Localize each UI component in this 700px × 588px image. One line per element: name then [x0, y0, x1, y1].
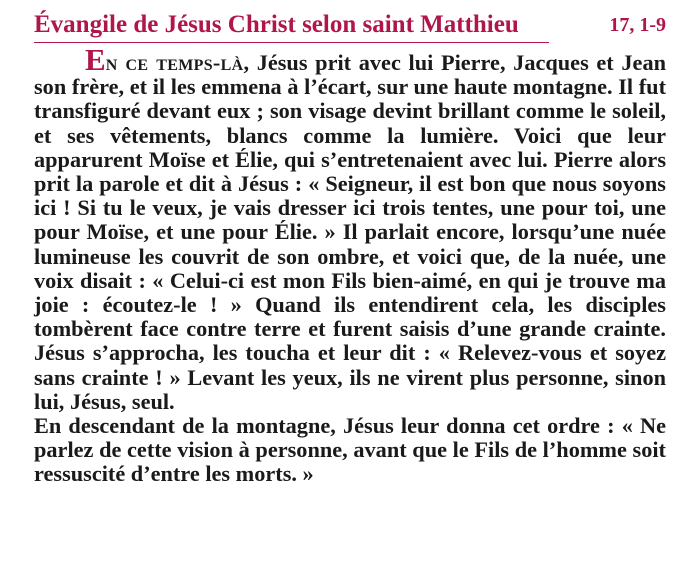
- gospel-title: Évangile de Jésus Christ selon saint Matthieu: [34, 11, 519, 38]
- page-header: [34, 8, 666, 44]
- paragraph-1-text: , Jésus prit avec lui Pierre, Jacques et Jean son frère, et il les emmena à l’écart, sur une haute montagne. Il fut transfiguré devant eux ; son visage devint brillant comme le soleil, et ses vêtements, blancs comme la lumière. Voici que leur apparurent Moïse et Élie, qui s’entretenaient avec lui. Pierre alors prit la parole et dit à Jésus : « Seigneur, il est bon que nous soyons ici ! Si tu le veux, je vais dresser ici trois tentes, une pour toi, une pour Moïse, et une pour Élie. » Il parlait encore, lorsqu’une nuée lumineuse les couvrit de son ombre, et voici que, de la nuée, une voix disait : « Celui-ci est mon Fils bien-aimé, en qui je trouve ma joie : écoutez-le ! » Quand ils entendirent cela, les disciples tombèrent face contre terre et furent saisis d’une grande crainte. Jésus s’approcha, les toucha et leur dit : « Relevez-vous et soyez sans crainte ! » Levant les yeux, ils ne virent plus personne, sinon lui, Jésus, seul.: [34, 50, 666, 414]
- gospel-passage: [34, 42, 666, 487]
- verse-reference: 17, 1-9: [609, 14, 666, 36]
- paragraph-1: [34, 42, 666, 414]
- header-rule: [34, 42, 549, 43]
- paragraph-2: En descendant de la montagne, Jésus leur donna cet ordre : « Ne parlez de cette vision à personne, avant que le Fils de l’homme soit ressuscité d’entre les morts. »: [34, 413, 666, 487]
- opening-words: n ce temps-là: [105, 50, 244, 75]
- drop-cap: E: [85, 42, 106, 77]
